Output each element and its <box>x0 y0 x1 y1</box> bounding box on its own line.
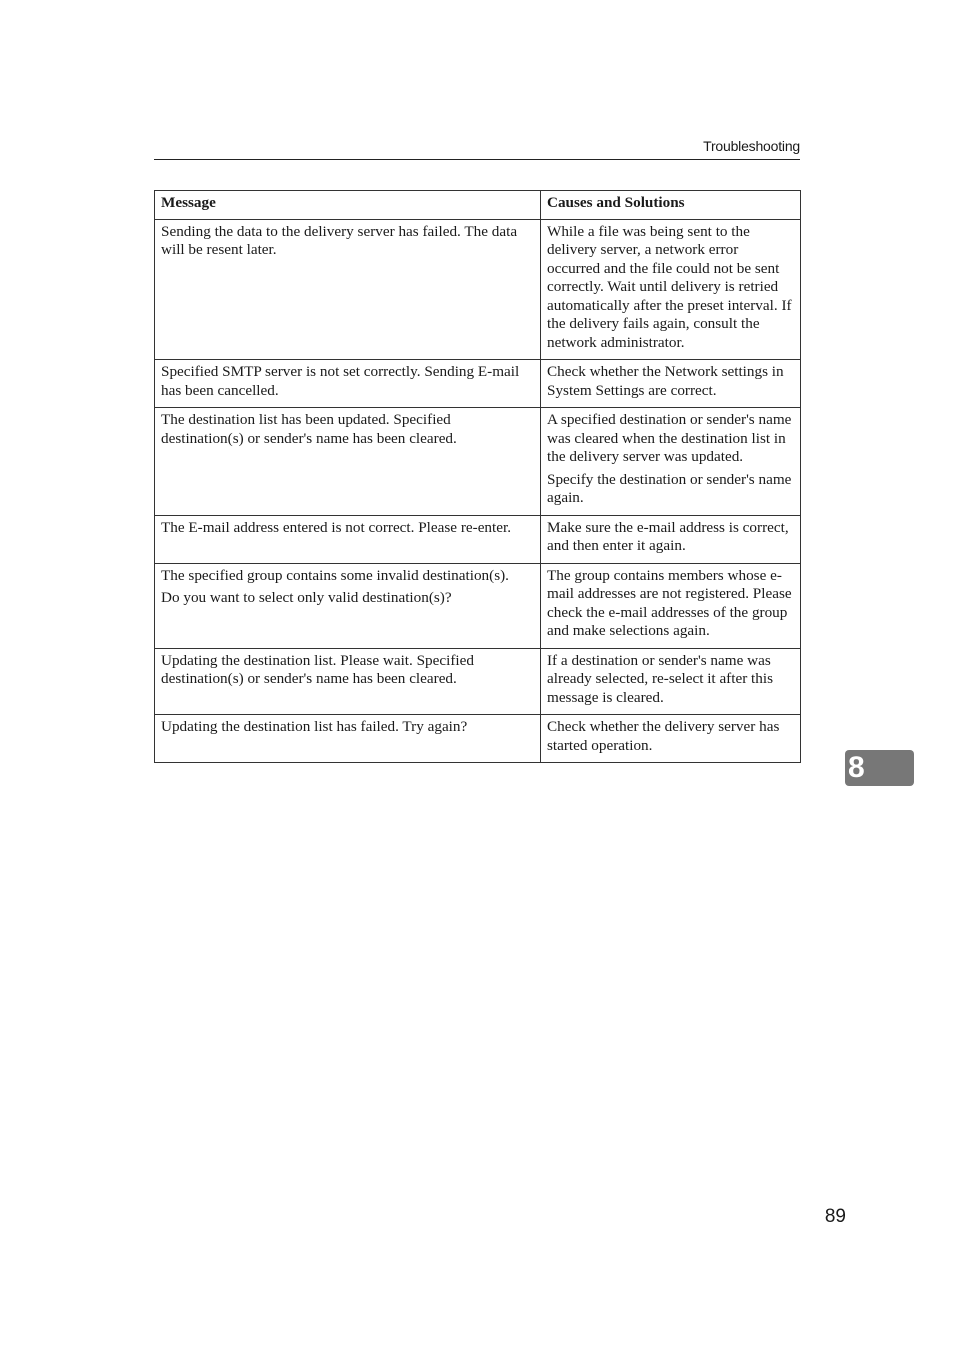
page-number: 89 <box>824 1206 846 1227</box>
message-cell <box>155 715 541 763</box>
message-cell <box>155 648 541 715</box>
solution-cell <box>541 648 801 715</box>
running-header: Troubleshooting <box>703 138 800 154</box>
table-row <box>155 715 801 763</box>
solution-cell-paragraph: Check whether the delivery server has started operation. <box>547 718 780 754</box>
solution-cell <box>541 360 801 408</box>
table-row <box>155 408 801 516</box>
solution-cell-paragraph: Specify the destination or sender's name again. <box>547 470 792 506</box>
solution-cell-paragraph: Check whether the Network settings in System Settings are correct. <box>547 363 784 399</box>
message-cell <box>155 515 541 563</box>
solution-cell <box>541 408 801 516</box>
message-cell-paragraph: The specified group contains some invalid destination(s). <box>161 566 509 584</box>
message-cell <box>155 563 541 648</box>
message-cell-paragraph: The E-mail address entered is not correct. Please re-enter. <box>161 518 512 536</box>
table-row <box>155 563 801 648</box>
message-cell <box>155 408 541 516</box>
message-cell <box>155 219 541 360</box>
message-table <box>154 190 801 763</box>
message-cell-paragraph: Updating the destination list has failed. Try again? <box>161 718 468 735</box>
table-row <box>155 219 801 360</box>
table-header-row <box>155 191 801 220</box>
solution-cell-paragraph: Make sure the e-mail address is correct, and then enter it again. <box>547 518 789 554</box>
table-row <box>155 648 801 715</box>
column-header-message: Message <box>155 191 541 220</box>
solution-cell <box>541 515 801 563</box>
message-cell-paragraph: The destination list has been updated. Specified destination(s) or sender's name has been cleared. <box>161 411 457 447</box>
solution-cell <box>541 219 801 360</box>
column-header-causes-solutions: Causes and Solutions <box>541 191 801 220</box>
solution-cell-paragraph: The group contains members whose e-mail addresses are not registered. Please check the e-mail addresses of the group and make selections again. <box>547 566 792 639</box>
solution-cell <box>541 563 801 648</box>
message-cell <box>155 360 541 408</box>
message-cell-paragraph: Sending the data to the delivery server has failed. The data will be resent later. <box>161 222 518 258</box>
solution-cell <box>541 715 801 763</box>
table-row <box>155 360 801 408</box>
chapter-number: 8 <box>848 751 865 784</box>
message-cell-paragraph: Do you want to select only valid destination(s)? <box>161 589 452 606</box>
table-row <box>155 515 801 563</box>
solution-cell-paragraph: A specified destination or sender's name was cleared when the destination list in the delivery server was updated. <box>547 411 792 465</box>
chapter-tab <box>845 750 914 786</box>
solution-cell-paragraph: While a file was being sent to the delivery server, a network error occurred and the file could not be sent correctly. Wait until delivery is retried automatically after the preset interval. If the delivery fails again, consult the network administrator. <box>547 222 792 351</box>
table-body <box>155 219 801 763</box>
message-cell-paragraph: Updating the destination list. Please wait. Specified destination(s) or sender's name has been cleared. <box>161 651 474 687</box>
header-rule <box>154 159 800 160</box>
solution-cell-paragraph: If a destination or sender's name was already selected, re-select it after this message is cleared. <box>547 651 774 706</box>
message-cell-paragraph: Specified SMTP server is not set correctly. Sending E-mail has been cancelled. <box>161 363 520 399</box>
